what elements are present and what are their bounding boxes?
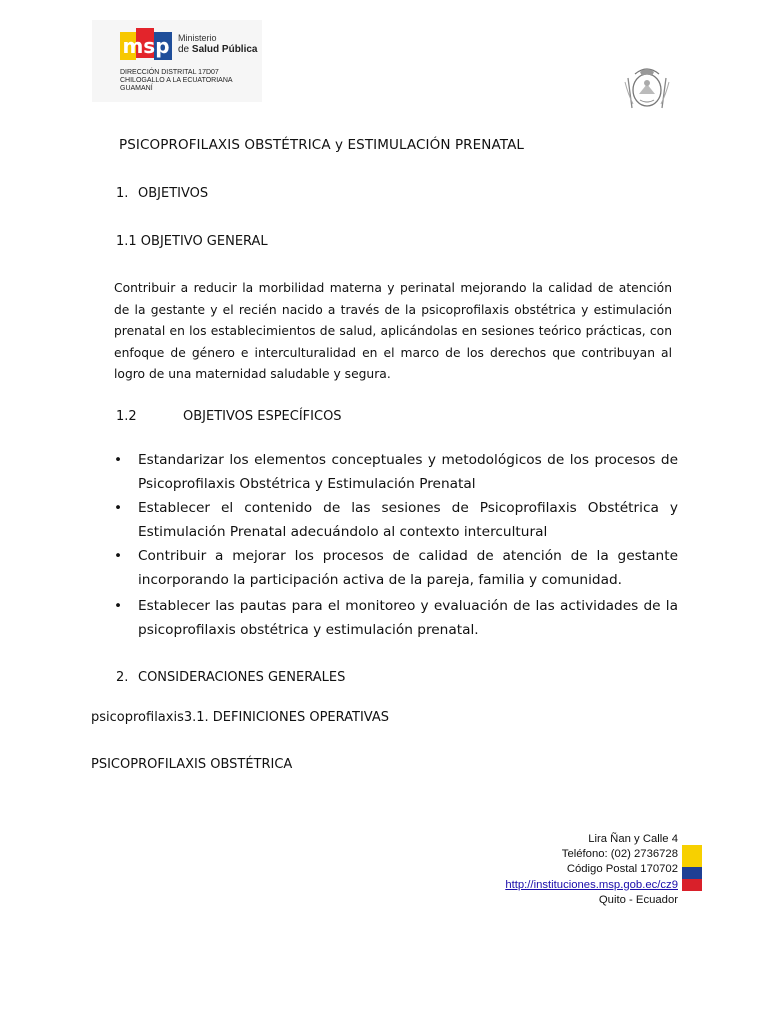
objetivos-especificos-title: OBJETIVOS ESPECÍFICOS (183, 409, 342, 424)
definiciones-heading-prefix: psicoprofilaxis (91, 710, 184, 725)
psicoprofilaxis-subheading: PSICOPROFILAXIS OBSTÉTRICA (91, 757, 293, 772)
list-item-text: Establecer las pautas para el monitoreo y evaluación de las actividades de la psicoprofilaxis obstétrica y estimulación prenatal. (138, 598, 678, 638)
msp-logo-icon (120, 28, 172, 64)
footer-city: Quito - Ecuador (598, 893, 678, 906)
ministry-name-line1: Ministerio (178, 33, 217, 43)
ministry-name-line2 (178, 44, 257, 55)
definiciones-heading-text: 3.1. DEFINICIONES OPERATIVAS (183, 710, 390, 725)
definiciones-heading (91, 710, 389, 725)
section-1-number: 1. (116, 186, 129, 201)
objetivos-especificos-list (114, 448, 678, 642)
list-item (114, 594, 678, 642)
bullet-icon: • (114, 500, 123, 516)
objetivos-especificos-number: 1.2 (116, 409, 137, 424)
flag-stripe-blue (682, 867, 702, 879)
district-line-1: DIRECCIÓN DISTRITAL 17D07 (120, 69, 219, 76)
bullet-icon: • (114, 548, 123, 564)
objetivo-general-heading: 1.1 OBJETIVO GENERAL (116, 234, 268, 249)
section-1-title: OBJETIVOS (138, 186, 209, 201)
district-directorate (120, 69, 233, 93)
footer-contact (480, 832, 678, 908)
district-line-3: GUAMANÍ (120, 85, 153, 92)
msp-logo-text: msp (122, 34, 170, 58)
flag-stripe-red (682, 879, 702, 891)
list-item-text: Establecer el contenido de las sesiones de Psicoprofilaxis Obstétrica y Estimulación Prenatal adecuándolo al contexto intercultural (138, 500, 678, 540)
list-item-text: Estandarizar los elementos conceptuales y metodológicos de los procesos de Psicoprofilaxis Obstétrica y Estimulación Prenatal (138, 452, 678, 492)
footer-address: Lira Ñan y Calle 4 (588, 833, 678, 845)
document-title: PSICOPROFILAXIS OBSTÉTRICA y ESTIMULACIÓN PRENATAL (119, 137, 525, 153)
bullet-icon: • (114, 598, 123, 614)
list-item-text: Contribuir a mejorar los procesos de calidad de atención de la gestante incorporando la participación activa de la pareja, familia y comunidad. (138, 548, 678, 588)
objetivo-general-paragraph: Contribuir a reducir la morbilidad materna y perinatal mejorando la calidad de atención de la gestante y el recién nacido a través de la psicoprofilaxis obstétrica y estimulación prenatal en los establecimientos de salud, aplicándolas en sesiones teórico prácticas, con enfoque de género e interculturalidad en el marco de los derechos que contribuyan al logro de una maternidad saludable y segura. (114, 281, 672, 382)
ministry-name-bold: Salud Pública (191, 44, 258, 55)
ecuador-coat-of-arms-icon (622, 64, 672, 112)
section-2-title: CONSIDERACIONES GENERALES (138, 670, 346, 685)
bullet-icon: • (114, 452, 123, 468)
footer-postal-code: Código Postal 170702 (566, 863, 678, 876)
ministry-name-prefix: de (178, 44, 192, 55)
flag-stripe-yellow (682, 845, 702, 865)
ecuador-flag-icon (682, 845, 702, 891)
list-item (114, 448, 678, 496)
district-line-2: CHILOGALLO A LA ECUATORIANA (120, 77, 233, 84)
section-2-number: 2. (116, 670, 129, 685)
list-item (114, 496, 678, 544)
footer-website-link[interactable]: http://instituciones.msp.gob.ec/cz9 (505, 878, 678, 891)
footer-phone: Teléfono: (02) 2736728 (561, 848, 678, 861)
list-item (114, 544, 678, 592)
